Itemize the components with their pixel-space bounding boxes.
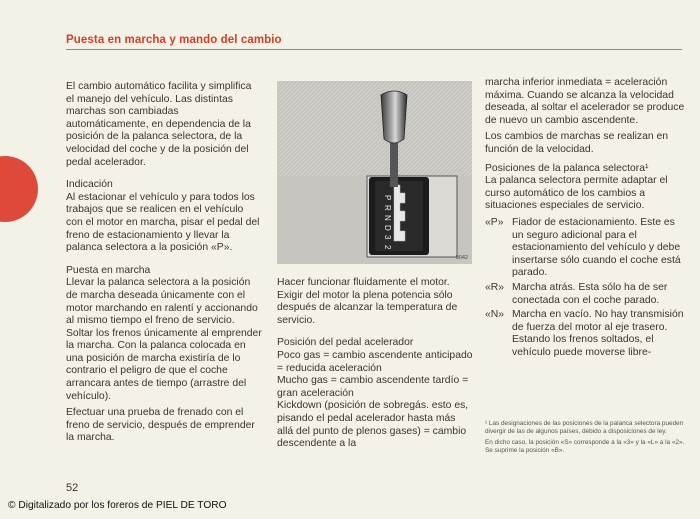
position-key: «N» bbox=[485, 309, 505, 321]
warmup-paragraph: Hacer funcionar fluidamente el motor. Exigir del motor la plena potencia sólo después de alcanzar la temperatura de servicio. bbox=[277, 277, 458, 326]
gear-selector-illustration bbox=[277, 81, 472, 264]
column-3 bbox=[485, 77, 685, 361]
puesta-heading: Puesta en marcha bbox=[66, 264, 151, 276]
header-rule bbox=[66, 49, 682, 50]
positions-heading: Posiciones de la palanca selectora¹ bbox=[485, 162, 649, 174]
intro-paragraph: El cambio automático facilita y simplifica el manejo del vehículo. Las distintas marchas son cambiadas automáticamente, en dependencia de la posición de la palanca selectora, de la velocidad del coche y de la posición del pedal acelerador. bbox=[66, 81, 252, 168]
kickdown-continuation: marcha inferior inmediata = aceleración máxima. Cuando se alcanza la velocidad deseada, al soltar el acelerador se produce de nuevo un cambio ascendente. bbox=[485, 77, 685, 126]
gate-letter-r: R bbox=[383, 205, 392, 211]
positions-intro: La palanca selectora permite adaptar el curso automático de los cambios a situaciones especiales de servicio. bbox=[485, 175, 668, 212]
pedal-line-2: Mucho gas = cambio ascendente tardío = gran aceleración bbox=[277, 375, 469, 399]
indicacion-paragraph: Al estacionar el vehículo y para todos los trabajos que se realicen en el vehículo con el motor en marcha, pisar el pedal del freno de estacionamiento y llevar la palanca selectora a la posición «P». bbox=[66, 191, 260, 254]
pedal-heading: Posición del pedal acelerador bbox=[277, 337, 414, 349]
position-key: «R» bbox=[485, 281, 505, 293]
gate-letter-2: 2 bbox=[383, 245, 392, 250]
position-item-p bbox=[485, 217, 685, 280]
column-2 bbox=[277, 277, 473, 451]
digitization-credit: © Digitalizado por los foreros de PIEL DE TORO bbox=[8, 500, 227, 511]
figure-number: 9042 bbox=[455, 255, 468, 261]
position-item-n bbox=[485, 309, 685, 359]
puesta-paragraph-1: Llevar la palanca selectora a la posición de marcha deseada únicamente con el motor marchando en ralentí y accionando al mismo tiempo el freno de servicio. Soltar los frenos únicamente al emprender la marcha. Con la palanca colocada en una posición de marcha existiría de lo contrario el peligro de que el coche arrancara antes de tiempo (arrastre del vehículo). bbox=[66, 277, 262, 402]
gate-letter-3: 3 bbox=[383, 235, 392, 240]
gear-lever-drawing bbox=[277, 81, 472, 264]
position-text: Marcha en vacío. No hay transmisión de fuerza del motor al eje trasero. Estando los frenos soltados, el vehículo puede moverse libre- bbox=[512, 309, 684, 358]
footnote-2: En dicho caso, la posición «S» corresponde a la «3» y la «L» a la «2». Se suprime la posición «B». bbox=[485, 438, 685, 455]
pedal-line-3: Kickdown (posición de sobregás. esto es, pisando el pedal acelerador hasta más allá del punto de plenos gases) = cambio descendente a la bbox=[277, 400, 469, 450]
page-number: 52 bbox=[66, 482, 79, 494]
position-key: «P» bbox=[485, 216, 504, 228]
gate-letter-p: P bbox=[383, 195, 392, 201]
position-item-r bbox=[485, 282, 685, 307]
page-header-title: Puesta en marcha y mando del cambio bbox=[66, 34, 282, 46]
puesta-paragraph-2: Efectuar una prueba de frenado con el freno de servicio, después de emprender la marcha. bbox=[66, 407, 255, 444]
column-1 bbox=[66, 81, 262, 449]
footnote-1: ¹ Las designaciones de las posiciones de la palanca selectora pueden divergir de las de algunos países, debido a disposiciones de ley. bbox=[485, 420, 684, 436]
section-tab-marker bbox=[0, 156, 38, 222]
position-text: Marcha atrás. Esta sólo ha de ser conectada con el coche parado. bbox=[512, 281, 668, 306]
footnote bbox=[485, 420, 687, 458]
indicacion-heading: Indicación bbox=[66, 179, 113, 191]
gate-letter-n: N bbox=[383, 215, 392, 221]
speed-paragraph: Los cambios de marchas se realizan en función de la velocidad. bbox=[485, 131, 669, 155]
gate-letter-d: D bbox=[383, 225, 392, 231]
pedal-line-1: Poco gas = cambio ascendente anticipado = reducida aceleración bbox=[277, 349, 473, 374]
position-text: Fiador de estacionamiento. Este es un seguro adicional para el estacionamiento del vehículo y debe insertarse sólo cuando el coche está parado. bbox=[512, 216, 681, 279]
